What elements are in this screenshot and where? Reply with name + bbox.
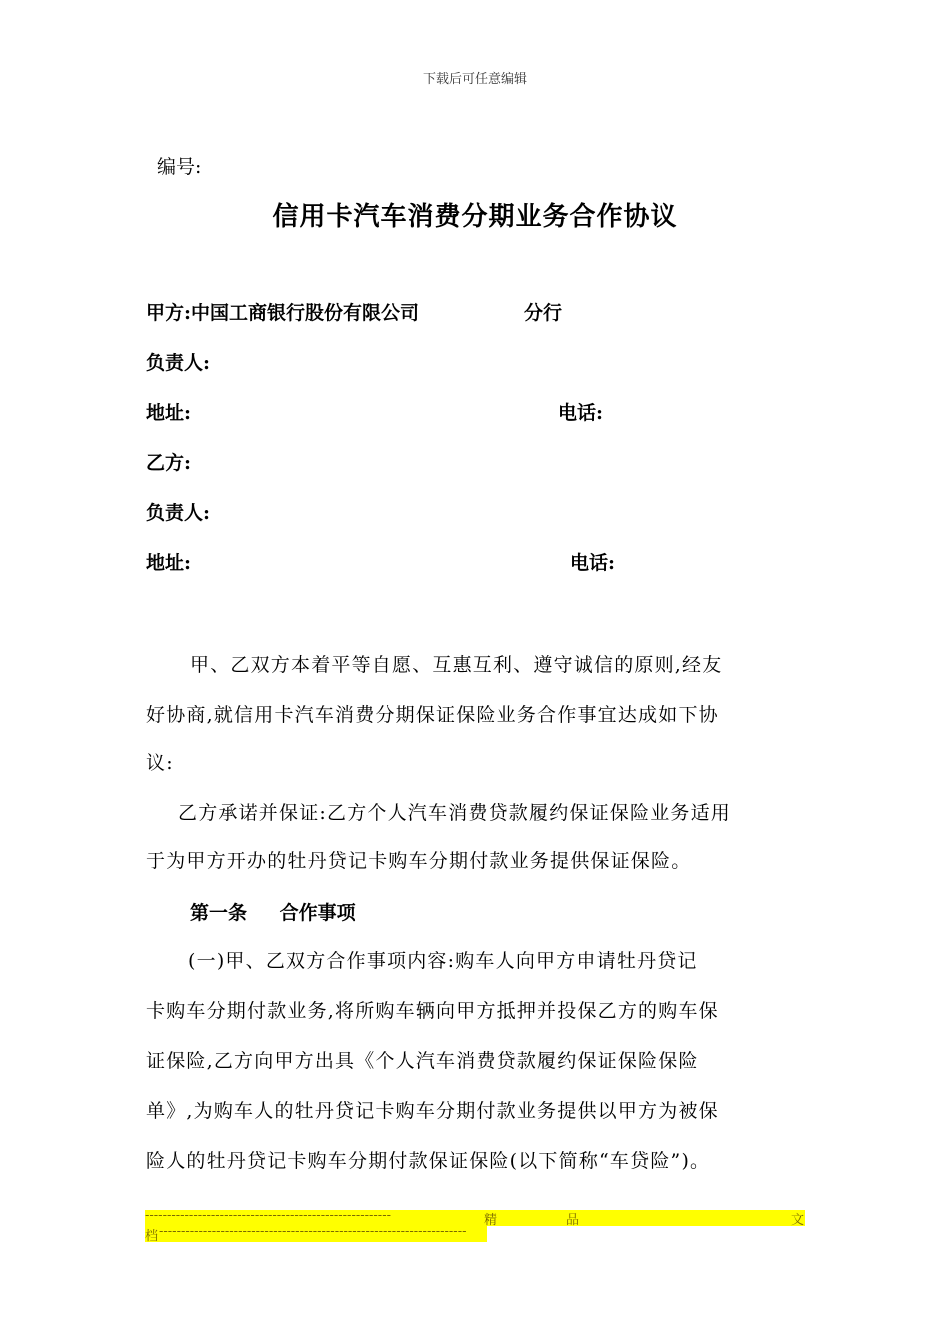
party-b-name: 乙方:: [146, 452, 192, 474]
document-title: 信用卡汽车消费分期业务合作协议: [272, 202, 678, 232]
paragraph-line: 险人的牡丹贷记卡购车分期付款保证保险(以下简称“车贷险”)。: [146, 1150, 711, 1172]
party-a-principal: 负责人:: [146, 352, 211, 374]
document-number-label: 编号:: [157, 156, 202, 178]
footer-dashes: ----------------------------------------------------------------------: [159, 1224, 467, 1239]
paragraph-line: 单》,为购车人的牡丹贷记卡购车分期付款业务提供以甲方为被保: [146, 1100, 719, 1122]
footer-char: 档: [145, 1229, 159, 1244]
paragraph-line: 甲、乙双方本着平等自愿、互惠互利、遵守诚信的原则,经友: [190, 654, 723, 676]
paragraph-line: 乙方承诺并保证:乙方个人汽车消费贷款履约保证保险业务适用: [178, 802, 732, 824]
article-number: 第一条: [190, 902, 248, 924]
party-a-phone: 电话:: [558, 402, 604, 424]
paragraph-line: 证保险,乙方向甲方出具《个人汽车消费贷款履约保证保险保险: [146, 1050, 699, 1072]
party-b-address: 地址:: [146, 552, 192, 574]
article-heading: [190, 898, 356, 925]
paragraph-line: 卡购车分期付款业务,将所购车辆向甲方抵押并投保乙方的购车保: [146, 1000, 719, 1022]
footer-char: 文: [791, 1213, 805, 1228]
paragraph-line: 议:: [146, 752, 174, 774]
footer-char: 品: [566, 1213, 580, 1228]
party-b-principal: 负责人:: [146, 502, 211, 524]
party-b-phone: 电话:: [570, 552, 616, 574]
footer-dashes: --------------------------------------------------------: [145, 1208, 391, 1223]
paragraph-line: 好协商,就信用卡汽车消费分期保证保险业务合作事宜达成如下协: [146, 704, 719, 726]
paragraph-line: 于为甲方开办的牡丹贷记卡购车分期付款业务提供保证保险。: [146, 850, 692, 872]
party-a-branch: 分行: [524, 302, 563, 324]
page-header-note: 下载后可任意编辑: [422, 72, 527, 87]
party-a-address: 地址:: [146, 402, 192, 424]
party-a-name: 甲方:中国工商银行股份有限公司: [146, 302, 420, 324]
footer-char: 精: [484, 1213, 498, 1228]
paragraph-line: (一)甲、乙双方合作事项内容:购车人向甲方申请牡丹贷记: [188, 950, 698, 972]
article-title: 合作事项: [279, 902, 356, 924]
